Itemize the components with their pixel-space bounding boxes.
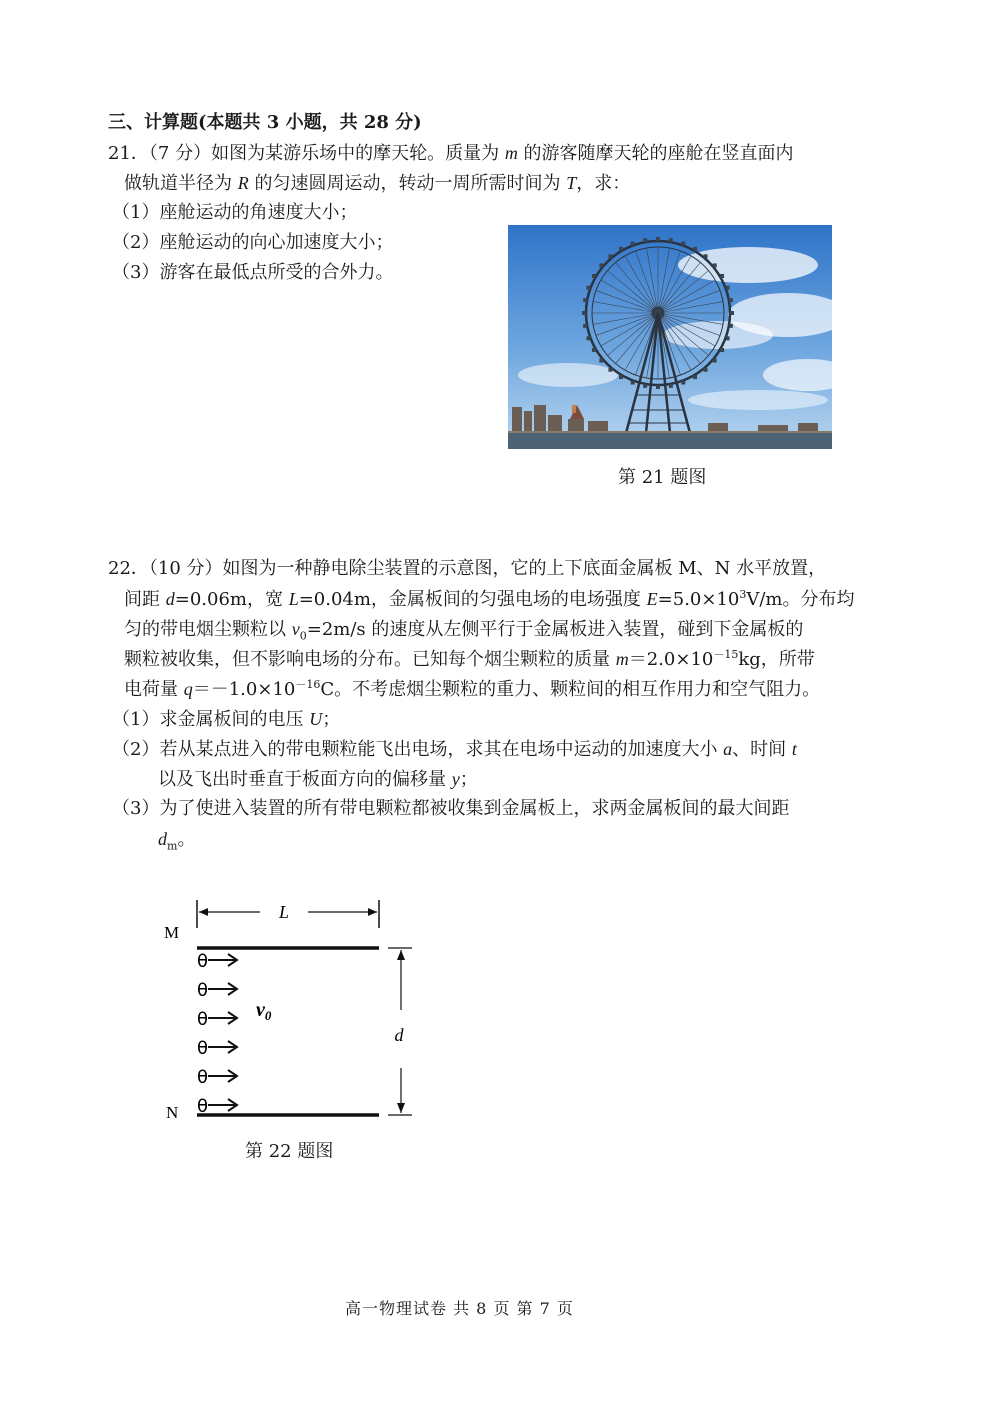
q21-sub1: （1）座舱运动的角速度大小； — [112, 202, 358, 223]
q22-text: 、时间 — [732, 739, 792, 760]
wheel-cabin — [720, 348, 724, 352]
wheel-cabin — [583, 324, 587, 328]
q22-text: =2m/s 的速度从左侧平行于金属板进入装置，碰到下金属板的 — [306, 619, 804, 640]
exponent: －15 — [713, 648, 739, 661]
q21-sub3: （3）游客在最低点所受的合外力。 — [112, 262, 394, 283]
wheel-cabin — [681, 241, 685, 245]
var-v: v — [291, 619, 300, 639]
wheel-cabin — [729, 298, 733, 302]
wheel-cabin — [656, 385, 660, 389]
wheel-cabin — [592, 274, 596, 278]
wheel-cabin — [608, 254, 612, 258]
wheel-cabin — [643, 384, 647, 388]
wheel-cabin — [619, 375, 623, 379]
q22-line4 — [124, 644, 815, 675]
electrostatic-precipitator-diagram — [150, 880, 450, 1140]
subscript: 0 — [299, 629, 307, 643]
wheel-cabin — [726, 286, 730, 290]
wheel-cabin — [586, 336, 590, 340]
q22-line1: 22．（10 分）如图为一种静电除尘装置的示意图，它的上下底面金属板 M、N 水平放置， — [108, 558, 827, 579]
wheel-cabin — [693, 247, 697, 251]
wheel-cabin — [583, 298, 587, 302]
wheel-cabin — [599, 359, 603, 363]
arrow-head — [199, 908, 208, 916]
arrow-head — [397, 1103, 405, 1113]
q22-text: kg，所带 — [738, 649, 815, 670]
wheel-cabin — [730, 311, 734, 315]
label-v0 — [256, 999, 272, 1023]
label-v-sub: 0 — [264, 1008, 272, 1023]
q22-sub3: （3）为了使进入装置的所有带电颗粒都被收集到金属板上，求两金属板间的最大间距 — [112, 798, 790, 819]
q22-text: ； — [459, 769, 478, 790]
q22-text: 间距 — [124, 589, 166, 610]
var-m: m — [615, 649, 629, 669]
q22-caption: 第 22 题图 — [245, 1141, 334, 1162]
wheel-cabin — [669, 238, 673, 242]
wheel-cabin — [729, 324, 733, 328]
q21-line1 — [108, 138, 794, 169]
q22-text: （1）求金属板间的电压 — [112, 709, 310, 730]
charged-particle: θ — [197, 1009, 209, 1030]
q22-text: （2）若从某点进入的带电颗粒能飞出电场，求其在电场中运动的加速度大小 — [112, 739, 724, 760]
q22-text: =0.06m，宽 — [174, 589, 289, 610]
wheel-cabin — [592, 348, 596, 352]
q22-sub1 — [112, 704, 340, 735]
charged-particle: θ — [197, 951, 209, 972]
q22-text: 以及飞出时垂直于板面方向的偏移量 — [158, 769, 452, 790]
wheel-cabin — [704, 368, 708, 372]
q22-text: 电荷量 — [124, 679, 184, 700]
wheel-cabin — [669, 384, 673, 388]
charged-particle: θ — [197, 1067, 209, 1088]
subscript: m — [167, 839, 178, 853]
q21-text: 21．（7 分）如图为某游乐场中的摩天轮。质量为 — [108, 143, 505, 164]
exponent: 3 — [739, 588, 747, 601]
q22-text: =5.0×10 — [657, 589, 740, 610]
q21-caption: 第 21 题图 — [618, 467, 707, 488]
exponent: －16 — [295, 678, 321, 691]
var-t: t — [791, 739, 797, 759]
q22-sub3-cont — [158, 824, 195, 855]
wheel-cabin — [586, 286, 590, 290]
var-U: U — [309, 709, 323, 729]
var-a: a — [723, 739, 733, 759]
ferris-wheel-photo — [508, 225, 832, 449]
wheel-cabin — [582, 311, 586, 315]
label-N: N — [166, 1103, 179, 1122]
q22-text: V/m。分布均 — [746, 589, 855, 610]
wheel-cabin — [720, 274, 724, 278]
wheel-cabin — [643, 238, 647, 242]
wheel-cabin — [619, 247, 623, 251]
q22-text: ＝2.0×10 — [628, 649, 714, 670]
section-title: 三、计算题(本题共 3 小题，共 28 分) — [108, 112, 422, 133]
wheel-cabin — [726, 336, 730, 340]
var-E: E — [646, 589, 658, 609]
label-M: M — [164, 923, 180, 942]
charged-particle: θ — [197, 980, 209, 1001]
q22-text: 。 — [177, 829, 196, 850]
arrow-head — [397, 950, 405, 960]
q22-text: 匀的带电烟尘颗粒以 — [124, 619, 292, 640]
wheel-cabin — [631, 381, 635, 385]
label-v: v — [256, 999, 265, 1021]
wheel-cabin — [693, 375, 697, 379]
q21-text: ，求： — [576, 173, 631, 194]
wheel-cabin — [631, 241, 635, 245]
var-q: q — [183, 679, 193, 699]
q22-sub2 — [112, 734, 797, 765]
var-d: d — [158, 829, 167, 849]
q22-text: C。不考虑烟尘颗粒的重力、颗粒间的相互作用力和空气阻力。 — [320, 679, 821, 700]
var-T: T — [566, 173, 577, 193]
q22-text: ＝－1.0×10 — [192, 679, 296, 700]
var-R: R — [237, 173, 249, 193]
wheel-cabin — [704, 254, 708, 258]
q21-sub2: （2）座舱运动的向心加速度大小； — [112, 232, 394, 253]
q22-text: =0.04m，金属板间的匀强电场的电场强度 — [298, 589, 647, 610]
q21-text: 做轨道半径为 — [124, 173, 238, 194]
wheel-cabin — [656, 237, 660, 241]
var-L: L — [288, 589, 299, 609]
q22-text: ； — [322, 709, 341, 730]
var-m: m — [504, 143, 518, 163]
charged-particle: θ — [197, 1038, 209, 1059]
charged-particle: θ — [197, 1096, 209, 1117]
var-y: y — [451, 769, 460, 789]
wheel-cabin — [713, 359, 717, 363]
q21-text: 的匀速圆周运动，转动一周所需时间为 — [248, 173, 567, 194]
wheel-cabin — [608, 368, 612, 372]
label-L: L — [278, 902, 290, 922]
q22-text: 颗粒被收集，但不影响电场的分布。已知每个烟尘颗粒的质量 — [124, 649, 616, 670]
q21-text: 的游客随摩天轮的座舱在竖直面内 — [517, 143, 794, 164]
particle-group — [197, 951, 237, 1117]
wheel-cabin — [681, 381, 685, 385]
q22-line2 — [124, 584, 855, 615]
page-footer: 高一物理试卷 共 8 页 第 7 页 — [345, 1299, 574, 1318]
var-d: d — [165, 589, 175, 609]
label-d: d — [394, 1025, 404, 1045]
q22-line5 — [124, 674, 820, 705]
arrow-head — [368, 908, 377, 916]
wheel-cabin — [599, 263, 603, 267]
q22-line3 — [124, 614, 803, 645]
q21-line2 — [124, 168, 630, 199]
wheel-cabin — [713, 263, 717, 267]
q22-sub2-cont — [158, 764, 478, 795]
